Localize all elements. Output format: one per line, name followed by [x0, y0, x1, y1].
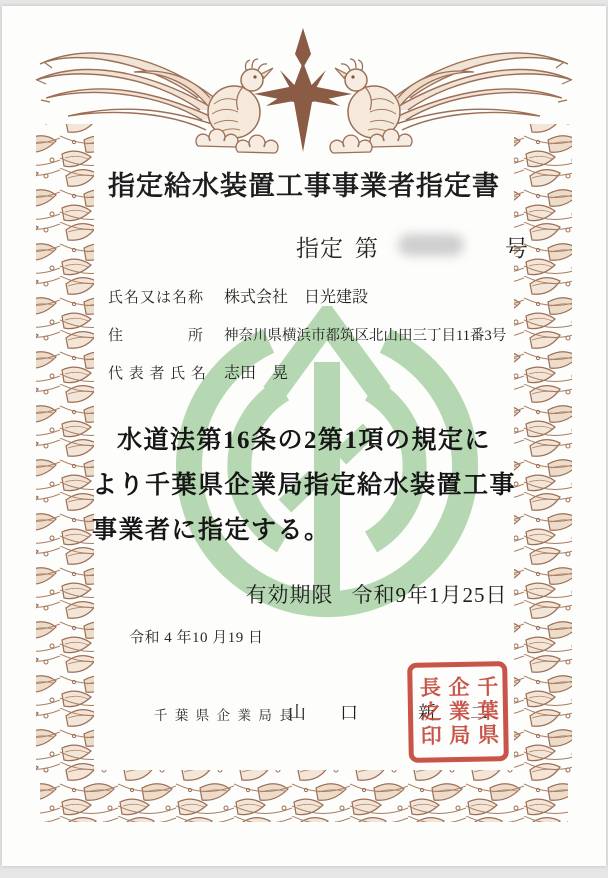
designation-statement — [92, 418, 528, 553]
designation-line — [2, 230, 606, 260]
designation-counter: 第 — [355, 236, 379, 261]
field-label-address: 住 所 — [108, 328, 205, 344]
designation-prefix: 指定 — [296, 236, 344, 261]
designation-number-redacted — [398, 234, 464, 256]
page-title: 指定給水装置工事事業者指定書 — [108, 171, 500, 201]
issuer-name: 山 口 新 二 — [288, 703, 496, 723]
field-value-representative: 志田 晃 — [224, 365, 289, 382]
official-seal-stamp — [407, 661, 509, 763]
validity-line — [208, 554, 508, 634]
field-label-representative: 代 表 者 氏 名 — [108, 366, 208, 382]
seal-column-left: 長之印 — [417, 676, 443, 749]
issue-date: 令和 4 年10 月19 日 — [129, 630, 264, 646]
issuer-title: 千 葉 県 企 業 局 長 — [154, 708, 295, 723]
field-row-representative — [108, 358, 548, 396]
validity-label: 有効期限 — [245, 583, 334, 607]
field-value-name: 株式会社 日光建設 — [224, 289, 369, 306]
certificate-page — [2, 6, 606, 866]
issuer-line — [2, 696, 606, 776]
seal-column-middle: 企業局 — [445, 675, 472, 749]
field-value-address: 神奈川県横浜市都筑区北山田三丁目11番3号 — [224, 328, 507, 344]
validity-date: 令和9年1月25日 — [351, 583, 508, 607]
field-label-name: 氏名又は名称 — [108, 290, 205, 306]
designation-suffix: 号 — [505, 236, 529, 261]
field-row-address — [108, 320, 548, 358]
statement-line-2: より千葉県企業局指定給水装置工事 — [92, 472, 517, 499]
statement-line-1: 水道法第16条の2第1項の規定に — [117, 427, 492, 454]
field-row-name — [108, 282, 548, 320]
seal-column-right: 千葉県 — [474, 675, 500, 748]
holder-fields — [108, 282, 548, 396]
statement-line-3: 事業者に指定する。 — [92, 517, 331, 544]
